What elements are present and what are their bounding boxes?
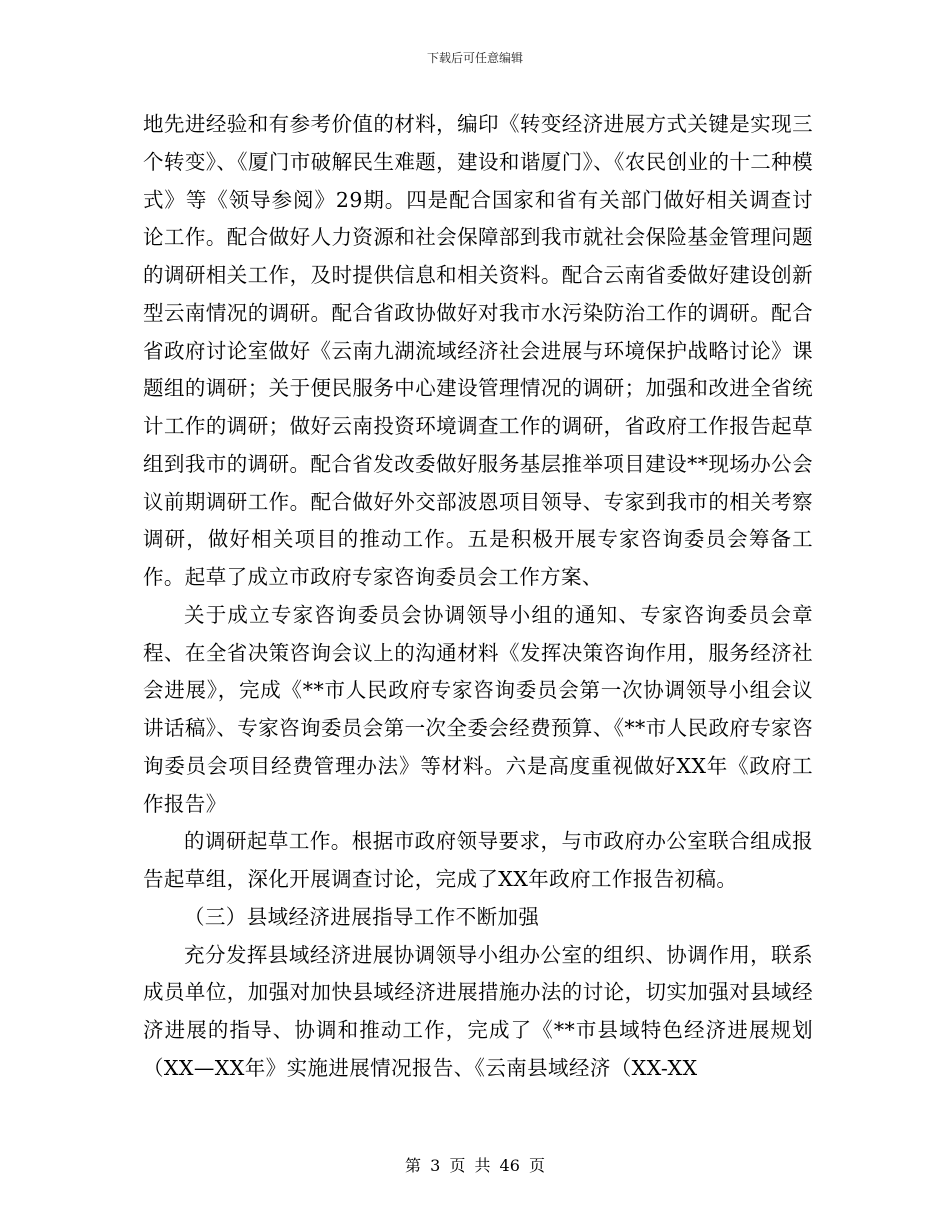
document-body: [143, 106, 813, 1088]
section-heading: （三）县域经济进展指导工作不断加强: [184, 904, 540, 929]
body-paragraph: 关于成立专家咨询委员会协调领导小组的通知、专家咨询委员会章程、在全省决策咨询会议上的沟通材料《发挥决策咨询作用，服务经济社会进展》，完成《**市人民政府专家咨询委员会第一次协调领导小组会议讲话稿》、专家咨询委员会第一次全委会经费预算、《**市人民政府专家咨询委员会项目经费管理办法》等材料。六是高度重视做好XX年《政府工作报告》: [143, 602, 813, 816]
page-header: 下载后可任意编辑: [426, 51, 523, 65]
body-paragraph: 的调研起草工作。根据市政府领导要求，与市政府办公室联合组成报告起草组，深化开展调查讨论，完成了XX年政府工作报告初稿。: [143, 829, 813, 891]
page-number: 第 3 页 共 46 页: [405, 1156, 545, 1175]
body-paragraph: 充分发挥县域经济进展协调领导小组办公室的组织、协调作用，联系成员单位，加强对加快县域经济进展措施办法的讨论，切实加强对县域经济进展的指导、协调和推动工作，完成了《**市县域特色经济进展规划（XX—XX年》实施进展情况报告、《云南县域经济（XX-XX: [143, 942, 813, 1080]
body-paragraph: 地先进经验和有参考价值的材料，编印《转变经济进展方式关键是实现三个转变》、《厦门市破解民生难题，建设和谐厦门》、《农民创业的十二种模式》等《领导参阅》29期。四是配合国家和省有关部门做好相关调查讨论工作。配合做好人力资源和社会保障部到我市就社会保险基金管理问题的调研相关工作，及时提供信息和相关资料。配合云南省委做好建设创新型云南情况的调研。配合省政协做好对我市水污染防治工作的调研。配合省政府讨论室做好《云南九湖流域经济社会进展与环境保护战略讨论》课题组的调研；关于便民服务中心建设管理情况的调研；加强和改进全省统计工作的调研；做好云南投资环境调查工作的调研，省政府工作报告起草组到我市的调研。配合省发改委做好服务基层推举项目建设**现场办公会议前期调研工作。配合做好外交部波恩项目领导、专家到我市的相关考察调研，做好相关项目的推动工作。五是积极开展专家咨询委员会筹备工作。起草了成立市政府专家咨询委员会工作方案、: [143, 112, 813, 589]
